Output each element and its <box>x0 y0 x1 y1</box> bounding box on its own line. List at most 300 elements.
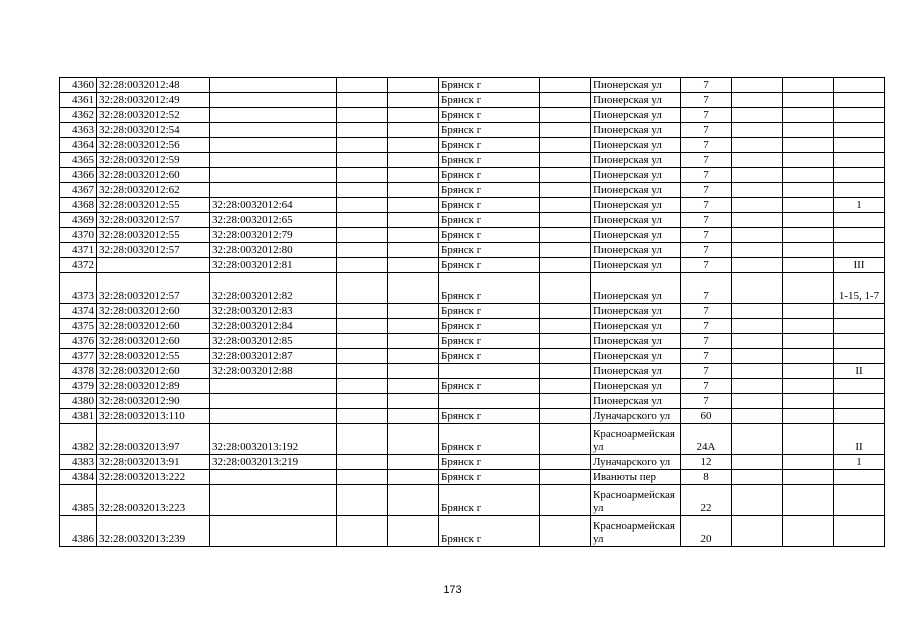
empty-cell <box>337 319 388 334</box>
city-cell: Брянск г <box>439 349 540 364</box>
empty-cell <box>540 243 591 258</box>
room-number-cell <box>834 485 885 516</box>
registry-table <box>59 77 885 547</box>
row-number-cell: 4381 <box>60 409 97 424</box>
empty-cell <box>783 123 834 138</box>
table-row <box>60 168 885 183</box>
empty-cell <box>337 424 388 455</box>
house-number-cell: 20 <box>681 516 732 547</box>
empty-cell <box>783 153 834 168</box>
room-number-cell <box>834 379 885 394</box>
empty-cell <box>388 349 439 364</box>
house-number-cell: 7 <box>681 78 732 93</box>
house-number-cell: 24А <box>681 424 732 455</box>
empty-cell <box>388 138 439 153</box>
empty-cell <box>388 304 439 319</box>
street-cell: Пионерская ул <box>591 198 681 213</box>
street-cell: Пионерская ул <box>591 153 681 168</box>
city-cell <box>439 364 540 379</box>
cadastral-number-cell: 32:28:0032012:90 <box>97 394 210 409</box>
empty-cell <box>388 470 439 485</box>
empty-cell <box>388 379 439 394</box>
empty-cell <box>732 516 783 547</box>
empty-cell <box>388 334 439 349</box>
row-number-cell: 4360 <box>60 78 97 93</box>
row-number-cell: 4364 <box>60 138 97 153</box>
street-cell: Пионерская ул <box>591 123 681 138</box>
table-row <box>60 334 885 349</box>
linked-cadastral-number-cell: 32:28:0032012:83 <box>210 304 337 319</box>
table-row <box>60 485 885 516</box>
empty-cell <box>540 273 591 304</box>
empty-cell <box>783 334 834 349</box>
linked-cadastral-number-cell: 32:28:0032012:82 <box>210 273 337 304</box>
empty-cell <box>732 455 783 470</box>
empty-cell <box>337 258 388 273</box>
table-row <box>60 409 885 424</box>
empty-cell <box>337 213 388 228</box>
empty-cell <box>388 516 439 547</box>
linked-cadastral-number-cell <box>210 138 337 153</box>
linked-cadastral-number-cell: 32:28:0032013:219 <box>210 455 337 470</box>
house-number-cell: 7 <box>681 334 732 349</box>
room-number-cell <box>834 123 885 138</box>
empty-cell <box>732 334 783 349</box>
empty-cell <box>337 183 388 198</box>
empty-cell <box>388 228 439 243</box>
table-row <box>60 273 885 304</box>
city-cell: Брянск г <box>439 485 540 516</box>
house-number-cell: 7 <box>681 168 732 183</box>
empty-cell <box>388 424 439 455</box>
empty-cell <box>337 379 388 394</box>
table-row <box>60 319 885 334</box>
empty-cell <box>540 409 591 424</box>
empty-cell <box>732 243 783 258</box>
cadastral-number-cell: 32:28:0032013:110 <box>97 409 210 424</box>
street-cell: Пионерская ул <box>591 364 681 379</box>
empty-cell <box>388 93 439 108</box>
city-cell: Брянск г <box>439 379 540 394</box>
row-number-cell: 4373 <box>60 273 97 304</box>
empty-cell <box>337 516 388 547</box>
city-cell: Брянск г <box>439 153 540 168</box>
row-number-cell: 4369 <box>60 213 97 228</box>
row-number-cell: 4378 <box>60 364 97 379</box>
city-cell: Брянск г <box>439 470 540 485</box>
row-number-cell: 4376 <box>60 334 97 349</box>
row-number-cell: 4370 <box>60 228 97 243</box>
table-row <box>60 516 885 547</box>
row-number-cell: 4384 <box>60 470 97 485</box>
empty-cell <box>388 213 439 228</box>
linked-cadastral-number-cell <box>210 153 337 168</box>
city-cell: Брянск г <box>439 168 540 183</box>
linked-cadastral-number-cell <box>210 78 337 93</box>
table-row <box>60 470 885 485</box>
empty-cell <box>540 319 591 334</box>
linked-cadastral-number-cell: 32:28:0032012:88 <box>210 364 337 379</box>
room-number-cell <box>834 138 885 153</box>
empty-cell <box>337 273 388 304</box>
house-number-cell: 7 <box>681 183 732 198</box>
empty-cell <box>783 349 834 364</box>
cadastral-number-cell: 32:28:0032012:48 <box>97 78 210 93</box>
table-row <box>60 93 885 108</box>
house-number-cell: 7 <box>681 243 732 258</box>
table-row <box>60 304 885 319</box>
empty-cell <box>388 394 439 409</box>
empty-cell <box>388 243 439 258</box>
empty-cell <box>540 470 591 485</box>
empty-cell <box>732 379 783 394</box>
empty-cell <box>337 485 388 516</box>
city-cell: Брянск г <box>439 304 540 319</box>
empty-cell <box>540 379 591 394</box>
empty-cell <box>540 168 591 183</box>
empty-cell <box>783 228 834 243</box>
street-cell: Пионерская ул <box>591 349 681 364</box>
linked-cadastral-number-cell: 32:28:0032012:64 <box>210 198 337 213</box>
empty-cell <box>783 364 834 379</box>
row-number-cell: 4363 <box>60 123 97 138</box>
linked-cadastral-number-cell: 32:28:0032012:65 <box>210 213 337 228</box>
empty-cell <box>540 455 591 470</box>
empty-cell <box>337 78 388 93</box>
street-cell: Пионерская ул <box>591 93 681 108</box>
empty-cell <box>783 485 834 516</box>
street-cell: Иванюты пер <box>591 470 681 485</box>
room-number-cell <box>834 183 885 198</box>
cadastral-number-cell: 32:28:0032012:62 <box>97 183 210 198</box>
empty-cell <box>783 319 834 334</box>
empty-cell <box>540 198 591 213</box>
table-row <box>60 424 885 455</box>
street-cell: Пионерская ул <box>591 168 681 183</box>
empty-cell <box>783 455 834 470</box>
empty-cell <box>337 168 388 183</box>
street-cell: Луначарского ул <box>591 409 681 424</box>
cadastral-number-cell: 32:28:0032012:52 <box>97 108 210 123</box>
street-cell: Пионерская ул <box>591 394 681 409</box>
linked-cadastral-number-cell: 32:28:0032012:81 <box>210 258 337 273</box>
house-number-cell: 7 <box>681 349 732 364</box>
empty-cell <box>388 183 439 198</box>
room-number-cell <box>834 78 885 93</box>
empty-cell <box>732 93 783 108</box>
cadastral-number-cell: 32:28:0032013:91 <box>97 455 210 470</box>
empty-cell <box>337 455 388 470</box>
table-row <box>60 349 885 364</box>
street-cell: Пионерская ул <box>591 243 681 258</box>
empty-cell <box>337 123 388 138</box>
linked-cadastral-number-cell <box>210 123 337 138</box>
empty-cell <box>732 198 783 213</box>
row-number-cell: 4365 <box>60 153 97 168</box>
empty-cell <box>783 198 834 213</box>
city-cell: Брянск г <box>439 273 540 304</box>
empty-cell <box>540 364 591 379</box>
cadastral-number-cell: 32:28:0032012:57 <box>97 213 210 228</box>
empty-cell <box>337 394 388 409</box>
cadastral-number-cell: 32:28:0032012:55 <box>97 349 210 364</box>
empty-cell <box>388 455 439 470</box>
empty-cell <box>783 304 834 319</box>
city-cell: Брянск г <box>439 108 540 123</box>
table-row <box>60 243 885 258</box>
cadastral-number-cell: 32:28:0032013:239 <box>97 516 210 547</box>
city-cell <box>439 394 540 409</box>
empty-cell <box>337 93 388 108</box>
empty-cell <box>540 228 591 243</box>
table-row <box>60 138 885 153</box>
row-number-cell: 4386 <box>60 516 97 547</box>
row-number-cell: 4362 <box>60 108 97 123</box>
cadastral-number-cell: 32:28:0032013:222 <box>97 470 210 485</box>
city-cell: Брянск г <box>439 213 540 228</box>
empty-cell <box>540 183 591 198</box>
room-number-cell <box>834 516 885 547</box>
empty-cell <box>783 258 834 273</box>
table-row <box>60 379 885 394</box>
empty-cell <box>388 273 439 304</box>
empty-cell <box>337 198 388 213</box>
empty-cell <box>337 470 388 485</box>
linked-cadastral-number-cell <box>210 516 337 547</box>
room-number-cell <box>834 108 885 123</box>
empty-cell <box>540 213 591 228</box>
row-number-cell: 4361 <box>60 93 97 108</box>
street-cell: Пионерская ул <box>591 258 681 273</box>
room-number-cell <box>834 243 885 258</box>
house-number-cell: 7 <box>681 198 732 213</box>
street-cell: Красноармейская ул <box>591 516 681 547</box>
empty-cell <box>388 153 439 168</box>
table-row <box>60 364 885 379</box>
room-number-cell: 1-15, 1-7 <box>834 273 885 304</box>
linked-cadastral-number-cell <box>210 470 337 485</box>
city-cell: Брянск г <box>439 198 540 213</box>
empty-cell <box>388 319 439 334</box>
empty-cell <box>783 409 834 424</box>
cadastral-number-cell: 32:28:0032012:56 <box>97 138 210 153</box>
empty-cell <box>337 304 388 319</box>
row-number-cell: 4380 <box>60 394 97 409</box>
city-cell: Брянск г <box>439 455 540 470</box>
house-number-cell: 12 <box>681 455 732 470</box>
cadastral-number-cell <box>97 258 210 273</box>
room-number-cell <box>834 334 885 349</box>
city-cell: Брянск г <box>439 138 540 153</box>
room-number-cell <box>834 349 885 364</box>
empty-cell <box>540 516 591 547</box>
empty-cell <box>388 198 439 213</box>
cadastral-number-cell: 32:28:0032012:60 <box>97 319 210 334</box>
empty-cell <box>732 409 783 424</box>
cadastral-number-cell: 32:28:0032012:60 <box>97 168 210 183</box>
table-row <box>60 228 885 243</box>
row-number-cell: 4371 <box>60 243 97 258</box>
cadastral-number-cell: 32:28:0032012:59 <box>97 153 210 168</box>
room-number-cell <box>834 168 885 183</box>
empty-cell <box>388 485 439 516</box>
linked-cadastral-number-cell <box>210 394 337 409</box>
row-number-cell: 4385 <box>60 485 97 516</box>
empty-cell <box>783 93 834 108</box>
street-cell: Пионерская ул <box>591 334 681 349</box>
street-cell: Пионерская ул <box>591 379 681 394</box>
house-number-cell: 7 <box>681 364 732 379</box>
house-number-cell: 7 <box>681 108 732 123</box>
linked-cadastral-number-cell <box>210 379 337 394</box>
house-number-cell: 7 <box>681 213 732 228</box>
empty-cell <box>388 258 439 273</box>
empty-cell <box>732 228 783 243</box>
row-number-cell: 4374 <box>60 304 97 319</box>
empty-cell <box>732 108 783 123</box>
room-number-cell: III <box>834 258 885 273</box>
empty-cell <box>732 183 783 198</box>
row-number-cell: 4366 <box>60 168 97 183</box>
table-row <box>60 153 885 168</box>
street-cell: Пионерская ул <box>591 273 681 304</box>
row-number-cell: 4383 <box>60 455 97 470</box>
house-number-cell: 7 <box>681 379 732 394</box>
empty-cell <box>388 108 439 123</box>
empty-cell <box>732 319 783 334</box>
empty-cell <box>732 485 783 516</box>
empty-cell <box>540 108 591 123</box>
room-number-cell: II <box>834 364 885 379</box>
cadastral-number-cell: 32:28:0032013:223 <box>97 485 210 516</box>
empty-cell <box>783 78 834 93</box>
cadastral-number-cell: 32:28:0032012:57 <box>97 243 210 258</box>
empty-cell <box>388 409 439 424</box>
city-cell: Брянск г <box>439 334 540 349</box>
empty-cell <box>783 183 834 198</box>
table-row <box>60 198 885 213</box>
linked-cadastral-number-cell: 32:28:0032012:87 <box>210 349 337 364</box>
table-row <box>60 183 885 198</box>
house-number-cell: 7 <box>681 273 732 304</box>
empty-cell <box>732 78 783 93</box>
room-number-cell <box>834 409 885 424</box>
house-number-cell: 7 <box>681 304 732 319</box>
empty-cell <box>732 394 783 409</box>
empty-cell <box>337 108 388 123</box>
empty-cell <box>540 258 591 273</box>
table-row <box>60 258 885 273</box>
house-number-cell: 7 <box>681 153 732 168</box>
house-number-cell: 7 <box>681 319 732 334</box>
empty-cell <box>540 78 591 93</box>
street-cell: Красноармейская ул <box>591 424 681 455</box>
street-cell: Пионерская ул <box>591 319 681 334</box>
house-number-cell: 7 <box>681 138 732 153</box>
linked-cadastral-number-cell <box>210 485 337 516</box>
street-cell: Красноармейская ул <box>591 485 681 516</box>
linked-cadastral-number-cell: 32:28:0032012:79 <box>210 228 337 243</box>
room-number-cell <box>834 93 885 108</box>
empty-cell <box>337 364 388 379</box>
empty-cell <box>388 168 439 183</box>
empty-cell <box>337 409 388 424</box>
empty-cell <box>783 168 834 183</box>
room-number-cell <box>834 470 885 485</box>
linked-cadastral-number-cell <box>210 168 337 183</box>
cadastral-number-cell: 32:28:0032012:49 <box>97 93 210 108</box>
empty-cell <box>337 243 388 258</box>
cadastral-number-cell: 32:28:0032012:60 <box>97 364 210 379</box>
room-number-cell <box>834 394 885 409</box>
empty-cell <box>732 138 783 153</box>
table-row <box>60 123 885 138</box>
empty-cell <box>783 273 834 304</box>
city-cell: Брянск г <box>439 123 540 138</box>
house-number-cell: 7 <box>681 123 732 138</box>
street-cell: Пионерская ул <box>591 304 681 319</box>
linked-cadastral-number-cell <box>210 93 337 108</box>
table-row <box>60 108 885 123</box>
city-cell: Брянск г <box>439 319 540 334</box>
empty-cell <box>540 304 591 319</box>
empty-cell <box>540 138 591 153</box>
linked-cadastral-number-cell <box>210 409 337 424</box>
row-number-cell: 4377 <box>60 349 97 364</box>
empty-cell <box>388 123 439 138</box>
room-number-cell <box>834 213 885 228</box>
city-cell: Брянск г <box>439 258 540 273</box>
empty-cell <box>783 379 834 394</box>
city-cell: Брянск г <box>439 93 540 108</box>
empty-cell <box>783 470 834 485</box>
city-cell: Брянск г <box>439 228 540 243</box>
linked-cadastral-number-cell: 32:28:0032012:84 <box>210 319 337 334</box>
city-cell: Брянск г <box>439 409 540 424</box>
empty-cell <box>732 470 783 485</box>
cadastral-number-cell: 32:28:0032012:57 <box>97 273 210 304</box>
empty-cell <box>732 168 783 183</box>
room-number-cell: 1 <box>834 455 885 470</box>
empty-cell <box>540 349 591 364</box>
empty-cell <box>540 485 591 516</box>
cadastral-number-cell: 32:28:0032012:60 <box>97 304 210 319</box>
room-number-cell <box>834 304 885 319</box>
empty-cell <box>540 424 591 455</box>
empty-cell <box>783 243 834 258</box>
table-row <box>60 213 885 228</box>
street-cell: Пионерская ул <box>591 213 681 228</box>
empty-cell <box>540 123 591 138</box>
empty-cell <box>783 138 834 153</box>
linked-cadastral-number-cell: 32:28:0032012:85 <box>210 334 337 349</box>
row-number-cell: 4367 <box>60 183 97 198</box>
room-number-cell <box>834 153 885 168</box>
empty-cell <box>337 138 388 153</box>
empty-cell <box>388 78 439 93</box>
row-number-cell: 4372 <box>60 258 97 273</box>
table-row <box>60 394 885 409</box>
empty-cell <box>783 516 834 547</box>
house-number-cell: 60 <box>681 409 732 424</box>
cadastral-number-cell: 32:28:0032012:54 <box>97 123 210 138</box>
house-number-cell: 8 <box>681 470 732 485</box>
empty-cell <box>732 123 783 138</box>
city-cell: Брянск г <box>439 183 540 198</box>
street-cell: Пионерская ул <box>591 138 681 153</box>
empty-cell <box>388 364 439 379</box>
empty-cell <box>540 153 591 168</box>
